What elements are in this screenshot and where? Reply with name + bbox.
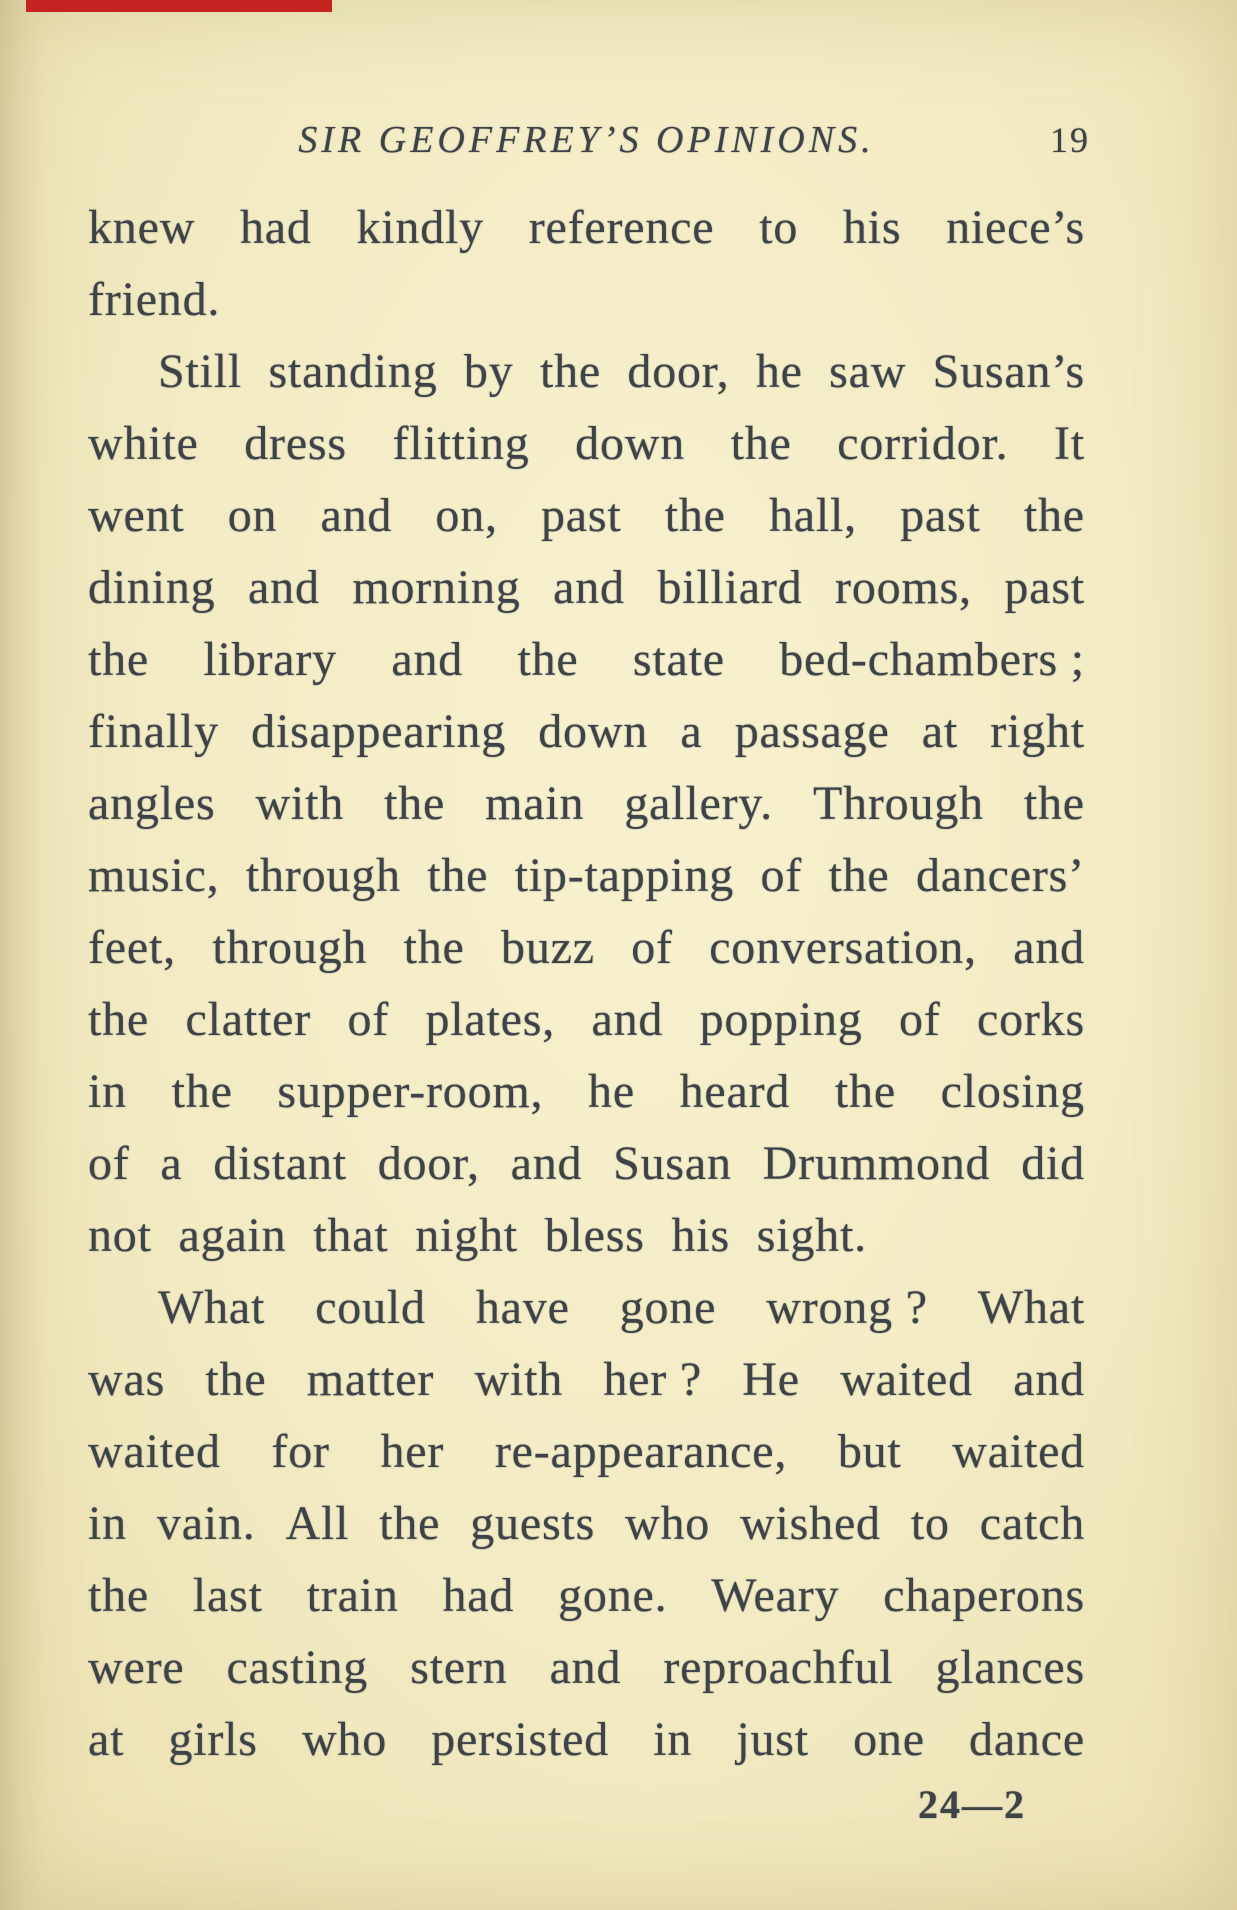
text-line bbox=[88, 696, 1085, 768]
word: disappearing bbox=[251, 705, 506, 758]
word: Susan’s bbox=[932, 345, 1085, 398]
word: corks bbox=[977, 993, 1085, 1046]
word: clatter bbox=[185, 993, 311, 1046]
word: the bbox=[384, 777, 446, 830]
text-line bbox=[88, 336, 1085, 408]
text-line bbox=[88, 1632, 1085, 1704]
word: of bbox=[88, 1137, 130, 1190]
word: and bbox=[1013, 1353, 1085, 1406]
word: and bbox=[248, 561, 320, 614]
signature-mark: 24—2 bbox=[918, 1782, 1026, 1827]
text-line bbox=[88, 1416, 1085, 1488]
word: Drummond bbox=[762, 1137, 991, 1190]
word: to bbox=[910, 1497, 950, 1550]
word: through bbox=[245, 849, 401, 902]
word: past bbox=[541, 489, 622, 542]
word: waited bbox=[840, 1353, 973, 1406]
text-line bbox=[88, 1272, 1085, 1344]
text-line: not again that night bless his sight. bbox=[88, 1209, 867, 1262]
word: Susan bbox=[613, 1137, 732, 1190]
word: passage bbox=[734, 705, 890, 758]
word: of bbox=[760, 849, 803, 902]
word: corridor. bbox=[837, 417, 1009, 470]
word: who bbox=[625, 1497, 711, 1550]
word: the bbox=[517, 633, 579, 686]
word: kindly bbox=[356, 201, 484, 254]
word: reference bbox=[528, 201, 715, 254]
word: the bbox=[730, 417, 792, 470]
word: was bbox=[88, 1353, 166, 1406]
word: angles bbox=[88, 777, 216, 830]
word: in bbox=[653, 1713, 693, 1766]
word: the bbox=[1023, 777, 1085, 830]
word: with bbox=[474, 1353, 564, 1406]
word: the bbox=[88, 1569, 150, 1622]
word: of bbox=[899, 993, 941, 1046]
word: were bbox=[88, 1641, 185, 1694]
word: one bbox=[853, 1713, 925, 1766]
text-line bbox=[88, 1488, 1085, 1560]
word: and bbox=[391, 633, 464, 686]
word: persisted bbox=[431, 1713, 610, 1766]
word: a bbox=[680, 705, 703, 758]
word: bed-chambers ; bbox=[779, 633, 1085, 686]
word: music, bbox=[88, 849, 220, 902]
word: by bbox=[463, 345, 514, 398]
word: glances bbox=[935, 1641, 1085, 1694]
word: wrong ? bbox=[766, 1281, 928, 1334]
text-line bbox=[88, 552, 1085, 624]
word: her bbox=[380, 1425, 445, 1478]
word: buzz bbox=[501, 921, 595, 974]
word: gone. bbox=[558, 1569, 668, 1622]
page-number: 19 bbox=[1050, 120, 1090, 160]
word: wished bbox=[740, 1497, 881, 1550]
word: Weary bbox=[711, 1569, 840, 1622]
word: last bbox=[192, 1569, 263, 1622]
text-line bbox=[88, 768, 1085, 840]
word: he bbox=[588, 1065, 635, 1118]
word: just bbox=[736, 1713, 809, 1766]
word: had bbox=[442, 1569, 515, 1622]
word: closing bbox=[940, 1065, 1085, 1118]
word: the bbox=[664, 489, 726, 542]
word: Through bbox=[812, 777, 984, 830]
word: plates, bbox=[425, 993, 556, 1046]
word: state bbox=[632, 633, 725, 686]
word: in bbox=[88, 1497, 127, 1550]
word: his bbox=[842, 201, 902, 254]
text-line bbox=[88, 1560, 1085, 1632]
word: gone bbox=[619, 1281, 717, 1334]
word: re-appearance, bbox=[494, 1425, 788, 1478]
word: He bbox=[742, 1353, 800, 1406]
text-line bbox=[88, 192, 1085, 264]
word: morning bbox=[352, 561, 521, 614]
text-line bbox=[88, 408, 1085, 480]
text-line bbox=[88, 984, 1085, 1056]
word: and bbox=[553, 561, 625, 614]
word: the bbox=[427, 849, 489, 902]
word: past bbox=[1004, 561, 1085, 614]
word: the bbox=[1023, 489, 1085, 542]
running-header-title: SIR GEOFFREY’S OPINIONS. bbox=[298, 119, 875, 161]
word: of bbox=[347, 993, 390, 1046]
word: down bbox=[575, 417, 686, 470]
word: and bbox=[320, 489, 393, 542]
text-line bbox=[88, 624, 1085, 696]
word: did bbox=[1021, 1137, 1085, 1190]
word: have bbox=[475, 1281, 570, 1334]
word: to bbox=[759, 201, 799, 254]
word: What bbox=[977, 1281, 1085, 1334]
word: he bbox=[755, 345, 803, 398]
word: finally bbox=[88, 705, 219, 758]
word: white bbox=[88, 417, 199, 470]
word: could bbox=[315, 1281, 426, 1334]
word: of bbox=[631, 921, 673, 974]
word: supper-room, bbox=[277, 1065, 544, 1118]
word: a bbox=[160, 1137, 183, 1190]
word: waited bbox=[88, 1425, 221, 1478]
word: the bbox=[88, 993, 150, 1046]
word: dining bbox=[88, 561, 216, 614]
word: in bbox=[88, 1065, 127, 1118]
word: down bbox=[538, 705, 649, 758]
word: saw bbox=[829, 345, 907, 398]
word: vain. bbox=[156, 1497, 256, 1550]
text-line bbox=[88, 1128, 1085, 1200]
word: her ? bbox=[603, 1353, 702, 1406]
word: tip-tapping bbox=[514, 849, 735, 902]
word: conversation, bbox=[709, 921, 977, 974]
word: library bbox=[203, 633, 337, 686]
word: feet, bbox=[88, 921, 176, 974]
word: chaperons bbox=[883, 1569, 1085, 1622]
word: with bbox=[255, 777, 345, 830]
word: had bbox=[239, 201, 312, 254]
word: flitting bbox=[392, 417, 530, 470]
word: and bbox=[591, 993, 664, 1046]
word: and bbox=[510, 1137, 583, 1190]
word: girls bbox=[168, 1713, 258, 1766]
word: at bbox=[921, 705, 959, 758]
word: and bbox=[1013, 921, 1085, 974]
text-line: friend. bbox=[88, 273, 221, 326]
word: the bbox=[539, 345, 601, 398]
word: the bbox=[205, 1353, 267, 1406]
word: for bbox=[271, 1425, 330, 1478]
word: the bbox=[379, 1497, 441, 1550]
word: It bbox=[1054, 417, 1085, 470]
text-line bbox=[88, 480, 1085, 552]
word: reproachful bbox=[663, 1641, 894, 1694]
word: at bbox=[88, 1713, 125, 1766]
text-line bbox=[88, 840, 1085, 912]
word: the bbox=[828, 849, 890, 902]
word: through bbox=[212, 921, 368, 974]
word: dress bbox=[244, 417, 347, 470]
word: gallery. bbox=[624, 777, 773, 830]
word: distant bbox=[213, 1137, 347, 1190]
word: knew bbox=[88, 201, 196, 254]
word: but bbox=[837, 1425, 902, 1478]
word: stern bbox=[410, 1641, 508, 1694]
text-line bbox=[88, 912, 1085, 984]
word: What bbox=[158, 1281, 266, 1334]
word: right bbox=[990, 705, 1085, 758]
word: Still bbox=[158, 345, 243, 398]
text-block bbox=[88, 192, 1085, 1776]
word: All bbox=[285, 1497, 350, 1550]
word: popping bbox=[699, 993, 863, 1046]
word: rooms, bbox=[835, 561, 972, 614]
word: guests bbox=[470, 1497, 596, 1550]
word: niece’s bbox=[946, 201, 1085, 254]
text-line bbox=[88, 1704, 1085, 1776]
word: on, bbox=[435, 489, 498, 542]
word: on bbox=[227, 489, 278, 542]
word: dance bbox=[969, 1713, 1085, 1766]
word: the bbox=[834, 1065, 896, 1118]
word: heard bbox=[679, 1065, 791, 1118]
word: door, bbox=[377, 1137, 480, 1190]
scan-red-bar bbox=[26, 0, 332, 12]
word: past bbox=[900, 489, 981, 542]
word: went bbox=[88, 489, 185, 542]
word: matter bbox=[306, 1353, 435, 1406]
word: casting bbox=[226, 1641, 369, 1694]
word: catch bbox=[979, 1497, 1085, 1550]
word: main bbox=[485, 777, 585, 830]
word: hall, bbox=[768, 489, 857, 542]
word: who bbox=[301, 1713, 388, 1766]
word: the bbox=[88, 633, 150, 686]
word: waited bbox=[952, 1425, 1085, 1478]
text-line bbox=[88, 1056, 1085, 1128]
word: the bbox=[171, 1065, 233, 1118]
word: standing bbox=[268, 345, 438, 398]
word: door, bbox=[627, 345, 730, 398]
word: and bbox=[549, 1641, 622, 1694]
word: billiard bbox=[657, 561, 803, 614]
text-line bbox=[88, 1344, 1085, 1416]
word: train bbox=[306, 1569, 399, 1622]
word: dancers’ bbox=[915, 849, 1085, 902]
word: the bbox=[403, 921, 465, 974]
